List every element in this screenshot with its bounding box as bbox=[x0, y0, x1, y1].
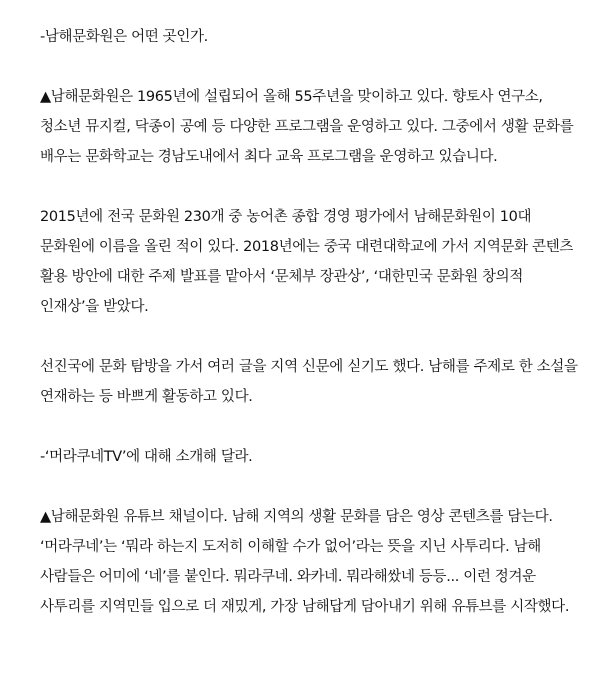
answer-paragraph: ▲남해문화원 유튜브 채널이다. 남해 지역의 생활 문화를 담은 영상 콘텐츠를 담는다. ‘머라쿠네’는 ‘뭐라 하는지 도저히 이해할 수가 없어’라는 뜻을 지닌 사투리다. 남해 사람들은 어미에 ‘네’를 붙인다. 뭐라쿠네. 와카네. 뭐라해쌌네 등등... 이런 정겨운 사투리를 지역민들 입으로 더 재밌게, 가장 남해답게 담아내기 위해 유튜브를 시작했다. bbox=[40, 509, 570, 615]
answer-paragraph: 선진국에 문화 탐방을 가서 여러 글을 지역 신문에 싣기도 했다. 남해를 주제로 한 소설을 연재하는 등 바쁘게 활동하고 있다. bbox=[40, 359, 578, 405]
answer-paragraph: 2015년에 전국 문화원 230개 중 농어촌 종합 경영 평가에서 남해문화원이 10대 문화원에 이름을 올린 적이 있다. 2018년에는 중국 대련대학교에 가서 지역문화 콘텐츠 활용 방안에 대한 주제 발표를 맡아서 ‘문체부 장관상’, ‘대한민국 문화원 창의적 인재상’을 받았다. bbox=[40, 209, 574, 315]
answer-paragraph: ▲남해문화원은 1965년에 설립되어 올해 55주년을 맞이하고 있다. 향토사 연구소, 청소년 뮤지컬, 닥종이 공예 등 다양한 프로그램을 운영하고 있다. 그중에서 생활 문화를 배우는 문화학교는 경남도내에서 최다 교육 프로그램을 운영하고 있습니다. bbox=[40, 89, 574, 165]
question-paragraph: -남해문화원은 어떤 곳인가. bbox=[40, 29, 208, 45]
question-paragraph: -‘머라쿠네TV’에 대해 소개해 달라. bbox=[40, 449, 253, 465]
interview-article bbox=[40, 22, 585, 652]
